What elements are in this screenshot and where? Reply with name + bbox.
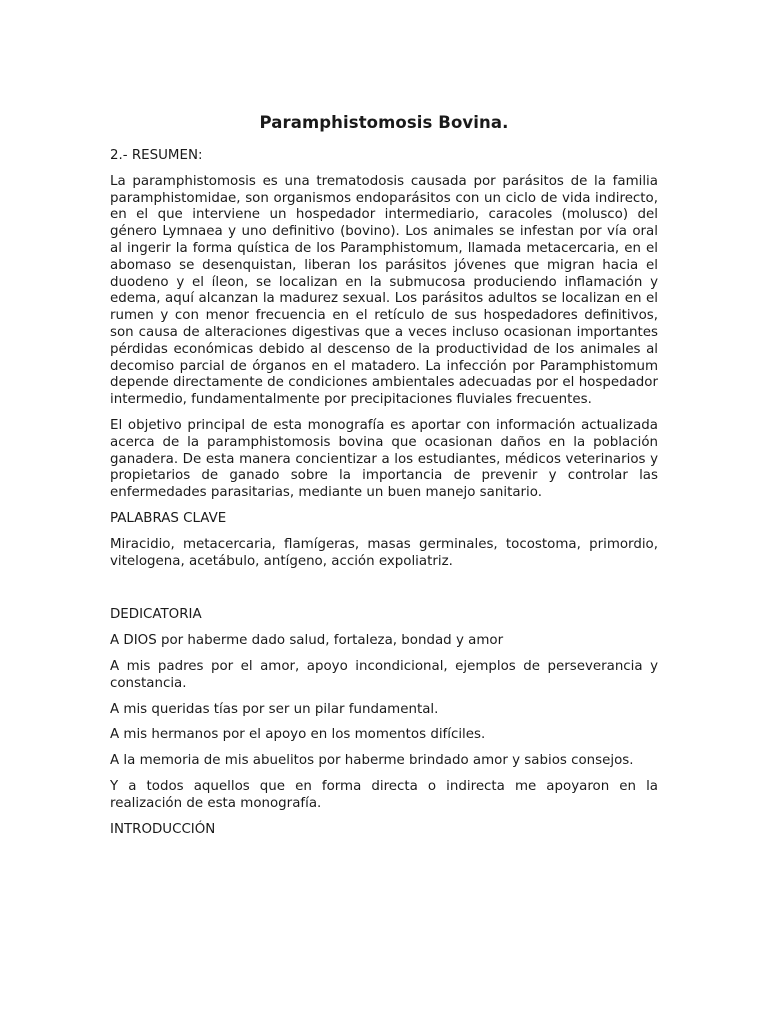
dedicatoria-line: Y a todos aquellos que en forma directa o indirecta me apoyaron en la realización de esta monografía. (110, 778, 658, 811)
palabras-clave-paragraph: Miracidio, metacercaria, flamígeras, masas germinales, tocostoma, primordio, vitelogena, acetábulo, antígeno, acción expoliatriz. (110, 536, 658, 569)
dedicatoria-line: A mis queridas tías por ser un pilar fundamental. (110, 701, 439, 717)
section-heading-palabras-clave: PALABRAS CLAVE (110, 510, 227, 526)
section-heading-introduccion: INTRODUCCIÓN (110, 821, 216, 837)
resumen-paragraph-2: El objetivo principal de esta monografía es aportar con información actualizada acerca de la paramphistomosis bovina que ocasionan daños en la población ganadera. De esta manera concientizar a los estudiantes, médicos veterinarios y propietarios de ganado sobre la importancia de prevenir y controlar las enfermedades parasitarias, mediante un buen manejo sanitario. (110, 417, 658, 501)
section-spacer (110, 579, 658, 607)
section-heading-dedicatoria: DEDICATORIA (110, 607, 202, 623)
dedicatoria-line: A mis padres por el amor, apoyo incondicional, ejemplos de perseverancia y constancia. (110, 658, 658, 691)
document-page (110, 112, 658, 847)
dedicatoria-line: A mis hermanos por el apoyo en los momentos difíciles. (110, 727, 486, 743)
dedicatoria-line: A DIOS por haberme dado salud, fortaleza, bondad y amor (110, 633, 504, 649)
document-title: Paramphistomosis Bovina. (259, 113, 509, 132)
resumen-paragraph-1: La paramphistomosis es una trematodosis causada por parásitos de la familia paramphistomidae, son organismos endoparásitos con un ciclo de vida indirecto, en el que interviene un hospedador intermediario, caracoles (molusco) del género Lymnaea y uno definitivo (bovino). Los animales se infestan por vía oral al ingerir la forma quística de los Paramphistomum, llamada metacercaria, en el abomaso se desenquistan, liberan los parásitos jóvenes que migran hacia el duodeno y el íleon, se localizan en la submucosa produciendo inflamación y edema, aquí alcanzan la madurez sexual. Los parásitos adultos se localizan en el rumen y con menor frecuencia en el retículo de sus hospedadores definitivos, son causa de alteraciones digestivas que a veces incluso ocasionan importantes pérdidas económicas debido al descenso de la productividad de los animales al decomiso parcial de órganos en el matadero. La infección por Paramphistomum depende directamente de condiciones ambientales adecuadas por el hospedador intermedio, fundamentalmente por precipitaciones fluviales frecuentes. (110, 173, 658, 408)
section-heading-resumen: 2.- RESUMEN: (110, 148, 203, 163)
dedicatoria-line: A la memoria de mis abuelitos por haberme brindado amor y sabios consejos. (110, 753, 634, 769)
